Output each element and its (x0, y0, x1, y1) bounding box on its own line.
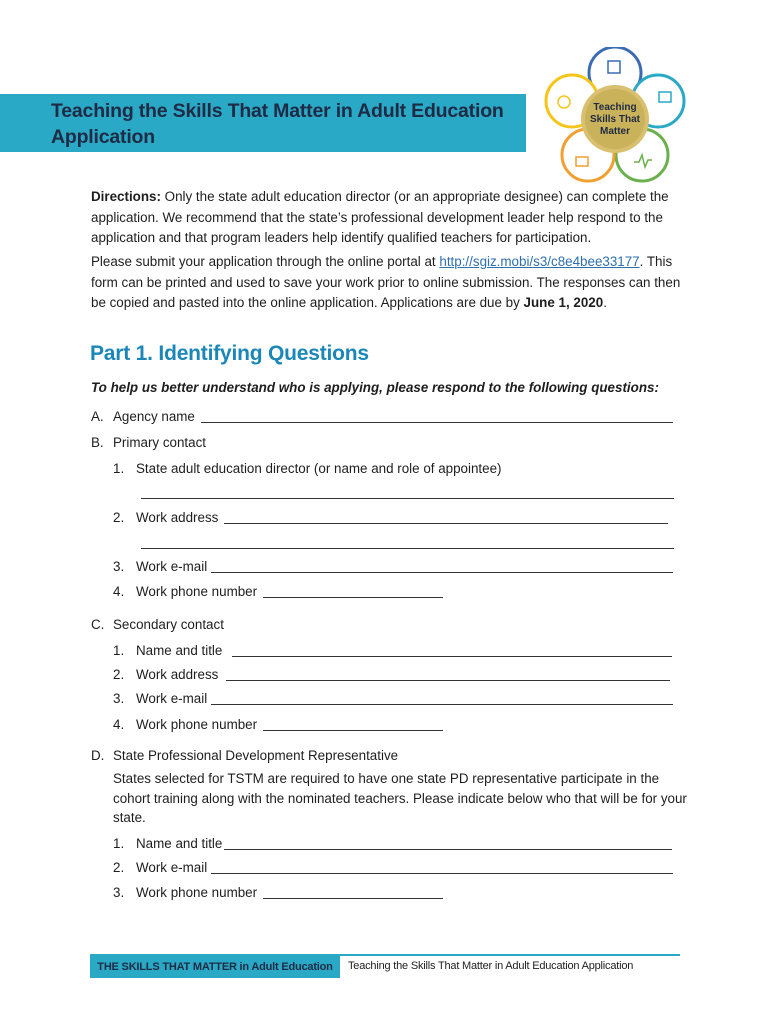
submit-paragraph (91, 252, 691, 314)
part-1-intro: To help us better understand who is applying, please respond to the following questions: (91, 380, 659, 395)
directions-label: Directions: (91, 189, 161, 204)
footer-document-title: Teaching the Skills That Matter in Adult Education Application (348, 960, 634, 972)
secondary-work-phone-field[interactable] (263, 716, 443, 731)
primary-work-phone-label: Work phone number (136, 584, 258, 599)
item-number: 2. (113, 860, 125, 875)
secondary-contact-label: Secondary contact (113, 617, 224, 632)
pd-work-email-field[interactable] (211, 859, 673, 874)
secondary-work-phone-row (113, 716, 443, 734)
due-date: June 1, 2020 (523, 295, 604, 310)
directions-paragraph (91, 187, 691, 249)
submit-text-before: Please submit your application through the online portal at (91, 254, 440, 269)
secondary-name-field[interactable] (232, 642, 672, 657)
pd-name-field[interactable] (224, 835, 672, 850)
pd-work-email-label: Work e-mail (136, 860, 208, 875)
pd-representative-paragraph: States selected for TSTM are required to have one state PD representative participate in the cohort training along with the nominated teachers. Please indicate below who that will be for your state. (113, 771, 687, 825)
primary-director-label: State adult education director (or name and role of appointee) (136, 461, 502, 476)
pd-work-phone-field[interactable] (263, 884, 443, 899)
document-title: Teaching the Skills That Matter in Adult Education Application (51, 100, 504, 148)
secondary-work-address-label: Work address (136, 667, 219, 682)
primary-contact-row (91, 434, 206, 452)
tstm-logo (540, 47, 690, 187)
directions-text: Only the state adult education director (or an appropriate designee) can complete the application. We recommend that the state’s professional development leader help respond to the application and that program leaders help identify qualified teachers for participation. (91, 189, 669, 245)
part-1-heading: Part 1. Identifying Questions (90, 342, 369, 365)
primary-work-phone-row (113, 583, 443, 601)
secondary-work-address-row (113, 666, 670, 684)
logo-line-1: Teaching (593, 102, 637, 113)
submit-text-after: . This form can be printed and used to save your work prior to online submission. The responses can then be copied and pasted into the online application. Applications are due by (91, 254, 681, 310)
secondary-work-phone-label: Work phone number (136, 717, 258, 732)
pd-work-phone-row (113, 884, 443, 902)
item-number: 2. (113, 510, 125, 525)
primary-director-field[interactable] (141, 484, 674, 499)
secondary-work-email-label: Work e-mail (136, 691, 208, 706)
agency-name-field[interactable] (201, 408, 673, 423)
primary-contact-label: Primary contact (113, 435, 207, 450)
pd-representative-row (91, 747, 398, 765)
item-number: 1. (113, 461, 125, 476)
secondary-name-label: Name and title (136, 643, 223, 658)
submit-period: . (603, 295, 607, 310)
item-number: 4. (113, 584, 125, 599)
secondary-contact-row (91, 616, 224, 634)
logo-line-2: Skills That (589, 114, 641, 125)
primary-work-address-label: Work address (136, 510, 219, 525)
primary-work-email-label: Work e-mail (136, 559, 208, 574)
secondary-work-email-row (113, 690, 673, 708)
item-number: 4. (113, 717, 125, 732)
primary-work-address-row (113, 509, 668, 527)
pd-work-phone-label: Work phone number (136, 885, 258, 900)
pd-name-label: Name and title (136, 836, 223, 851)
item-letter: A. (91, 409, 104, 424)
primary-director-row (113, 460, 502, 478)
item-number: 3. (113, 885, 125, 900)
secondary-name-row (113, 642, 672, 660)
portal-link[interactable]: http://sgiz.mobi/s3/c8e4bee33177 (439, 254, 640, 269)
item-letter: C. (91, 617, 105, 632)
agency-name-label: Agency name (113, 409, 195, 424)
secondary-work-email-field[interactable] (211, 690, 673, 705)
pd-work-email-row (113, 859, 673, 877)
agency-name-row (91, 408, 673, 426)
item-number: 1. (113, 836, 125, 851)
primary-work-email-field[interactable] (211, 558, 673, 573)
item-number: 3. (113, 559, 125, 574)
pd-name-row (113, 835, 672, 853)
item-number: 3. (113, 691, 125, 706)
logo-line-3: Matter (599, 126, 631, 137)
pd-representative-label: State Professional Development Representative (113, 748, 399, 763)
item-letter: B. (91, 435, 104, 450)
secondary-work-address-field[interactable] (226, 666, 670, 681)
primary-work-email-row (113, 558, 673, 576)
primary-work-phone-field[interactable] (263, 583, 443, 598)
item-letter: D. (91, 748, 105, 763)
footer-brand: THE SKILLS THAT MATTER in Adult Education (90, 956, 340, 978)
item-number: 1. (113, 643, 125, 658)
item-number: 2. (113, 667, 125, 682)
primary-work-address-field[interactable] (224, 509, 668, 524)
primary-work-address-field-2[interactable] (141, 534, 674, 549)
